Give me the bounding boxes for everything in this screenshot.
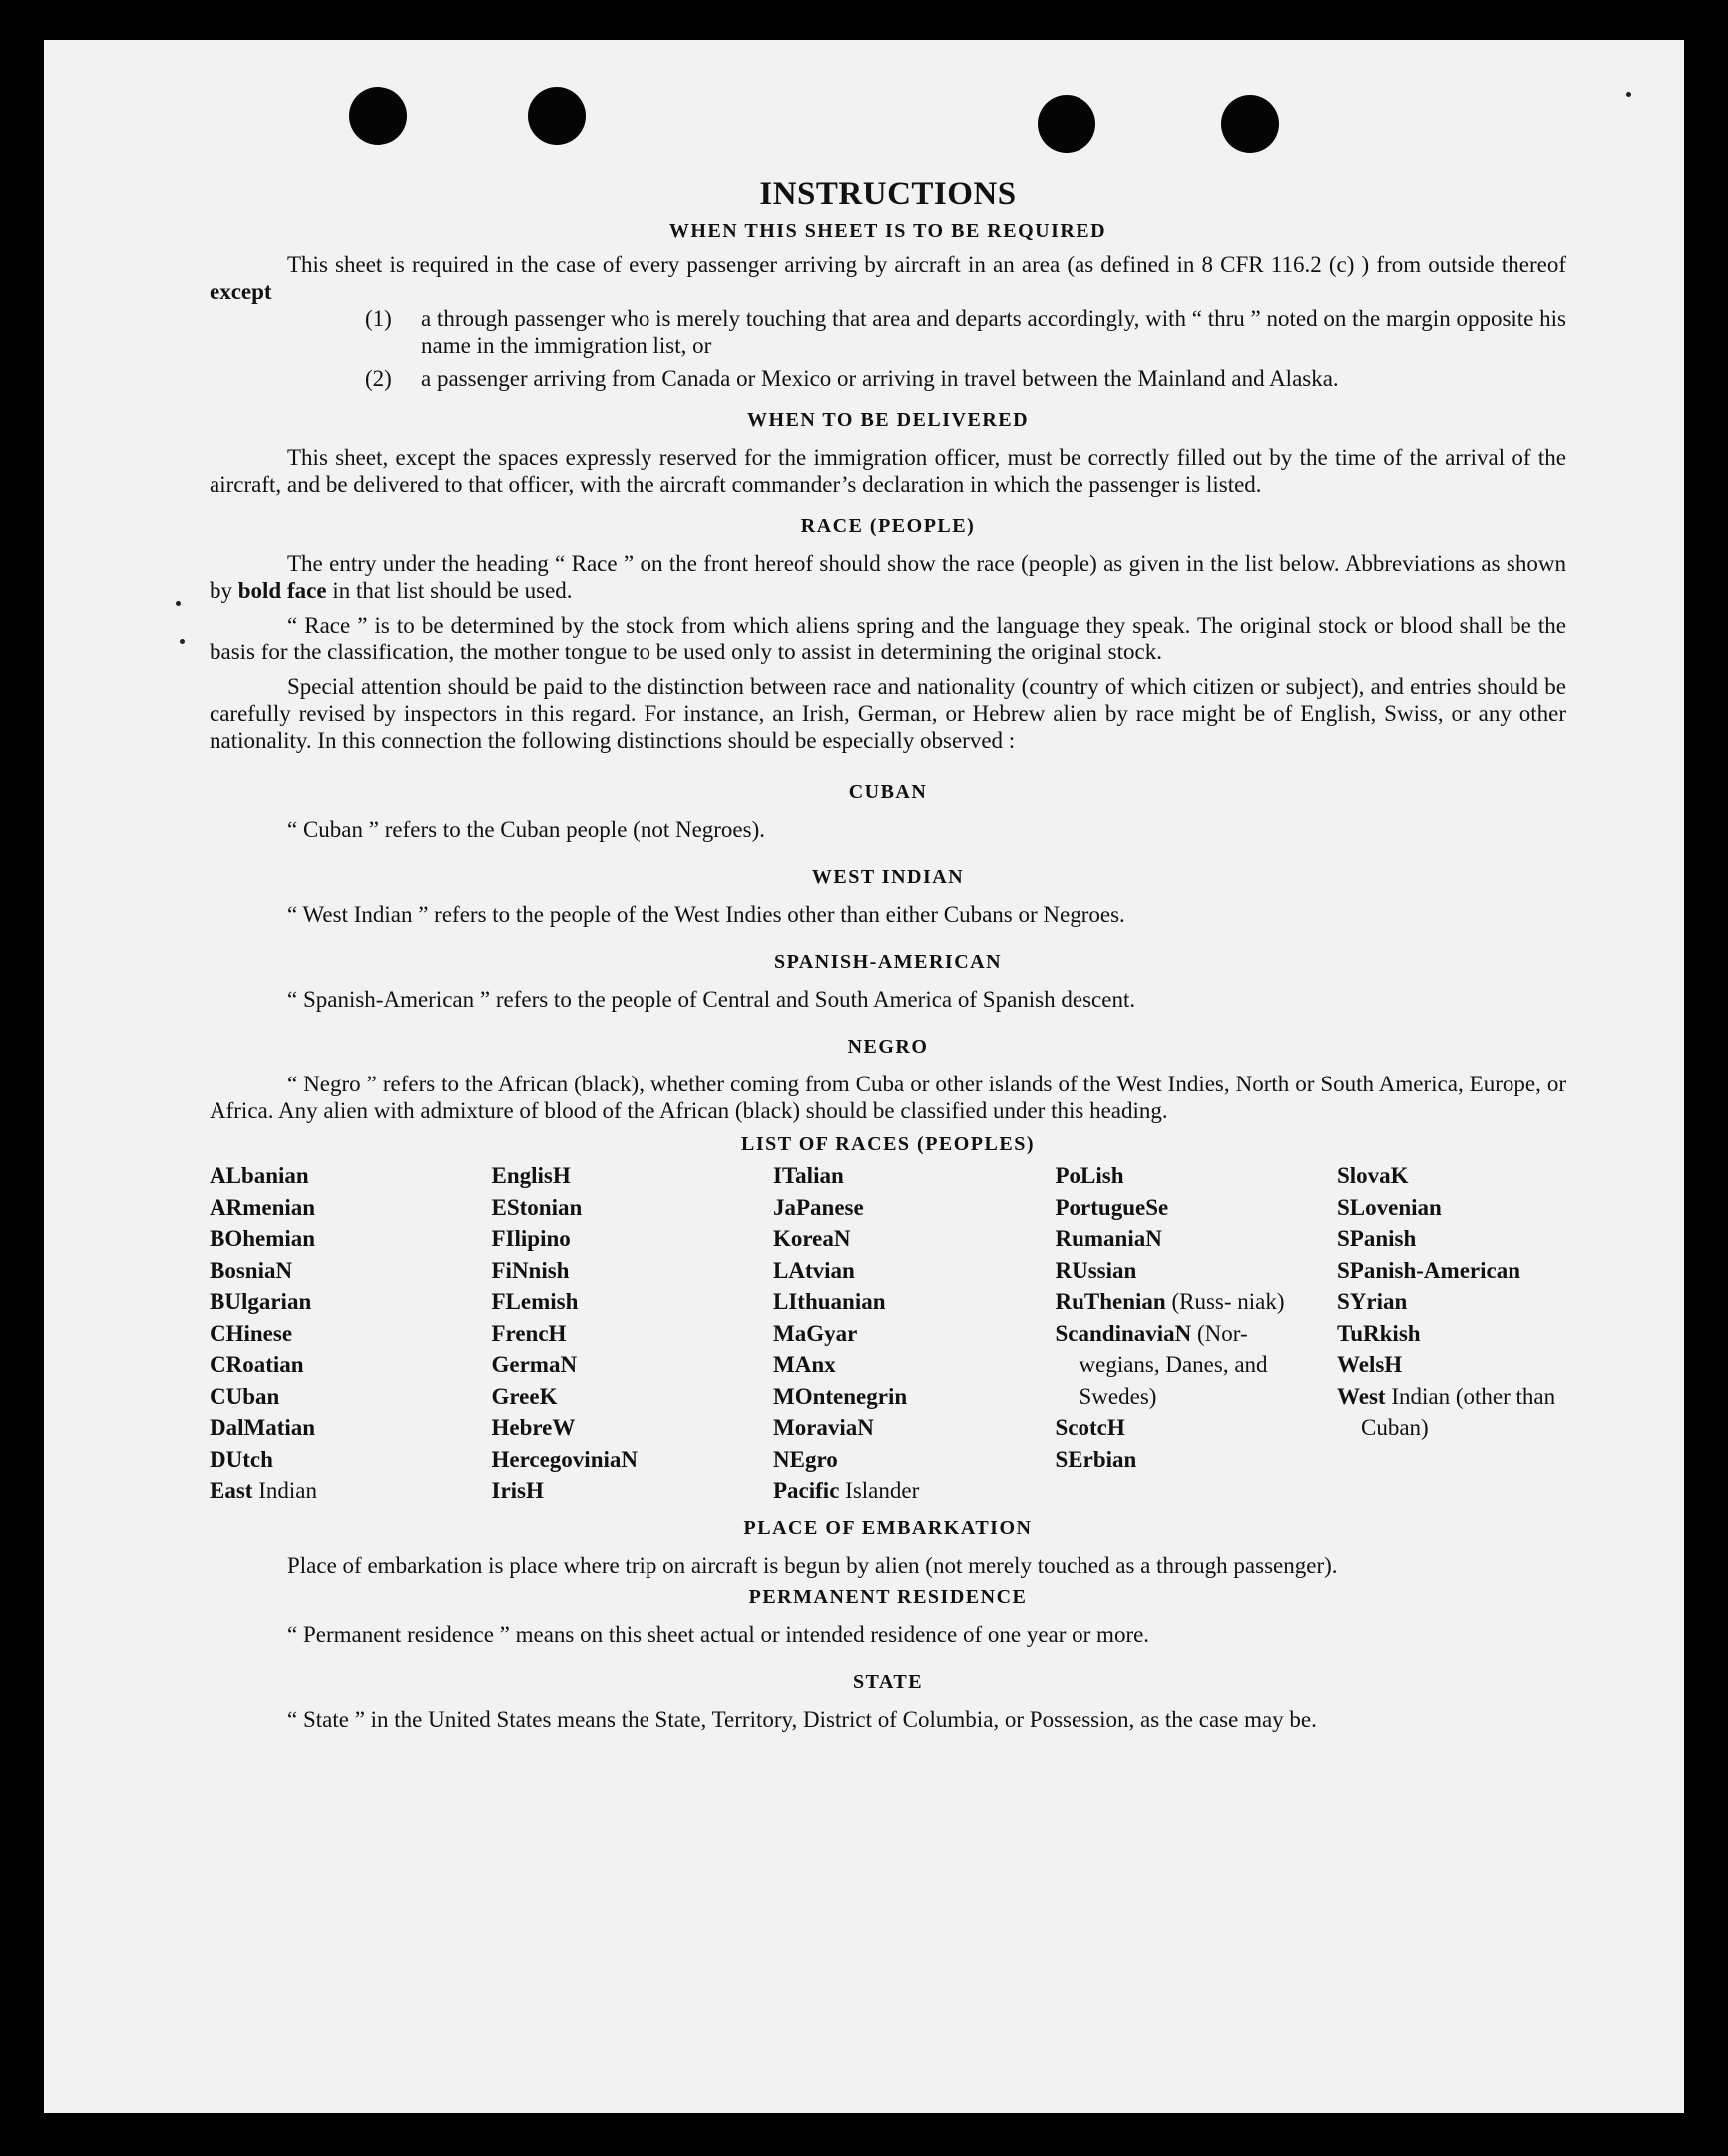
race-entry: EnglisH: [491, 1163, 571, 1188]
race-entry: ScandinaviaN (Nor- wegians, Danes, and Swedes): [1055, 1320, 1268, 1409]
race-entry: CUban: [210, 1383, 280, 1409]
race-entry: MAnx: [773, 1352, 836, 1377]
race-entry: FiNnish: [491, 1257, 570, 1283]
race-entry: RuThenian (Russ- niak): [1055, 1289, 1285, 1314]
race-entry: LIthuanian: [773, 1289, 886, 1314]
race-entry: BOhemian: [210, 1226, 316, 1251]
race-entry: SlovaK: [1337, 1163, 1409, 1188]
punch-hole: [349, 87, 407, 145]
race-entry: PortugueSe: [1055, 1194, 1169, 1220]
race-entry: BUlgarian: [210, 1289, 312, 1314]
race-entry: East Indian: [210, 1478, 317, 1503]
race-column-1: [210, 1160, 459, 1507]
exception-item-1: (1) a through passenger who is merely touching that area and departs accordingly, with “ thru ” noted on the margin opposite his name in the immigration list, or: [365, 306, 1566, 358]
race-paragraph-1: The entry under the heading “ Race ” on the front hereof should show the race (people) as given in the list below. Abbreviations as shown by bold face in that list should be used.: [210, 551, 1566, 603]
race-entry: RUssian: [1055, 1257, 1137, 1283]
spanish-american-text: “ Spanish-American ” refers to the people of Central and South America of Spanish descent.: [287, 987, 1136, 1012]
race-entry: HebreW: [491, 1415, 576, 1440]
race-entry: SYrian: [1337, 1289, 1408, 1314]
race-entry: LAtvian: [773, 1257, 855, 1283]
race-entry: MaGyar: [773, 1320, 858, 1346]
race-entry: CRoatian: [210, 1352, 304, 1377]
punch-hole: [1038, 95, 1095, 153]
page-title: INSTRUCTIONS: [759, 176, 1017, 212]
document-page: [44, 40, 1684, 2113]
race-entry: FIlipino: [491, 1226, 571, 1251]
race-column-4: [1056, 1160, 1305, 1507]
race-entry: SPanish-American: [1337, 1257, 1520, 1283]
race-entry: KoreaN: [773, 1226, 851, 1251]
race-entry: SErbian: [1055, 1446, 1137, 1472]
punch-hole: [528, 87, 586, 145]
negro-text: “ Negro ” refers to the African (black), whether coming from Cuba or other islands of the West Indies, North or South America, Europe, or Africa. Any alien with admixture of blood of the African (black) should be classified under this heading.: [210, 1072, 1566, 1123]
race-entry: PoLish: [1055, 1163, 1124, 1188]
race-entry: SPanish: [1337, 1226, 1417, 1251]
instructions-content: [210, 174, 1566, 1733]
race-entry: ALbanian: [210, 1163, 309, 1188]
heading-negro: NEGRO: [847, 1036, 929, 1058]
race-entry: ScotcH: [1055, 1415, 1125, 1440]
race-entry: FrencH: [491, 1320, 567, 1346]
race-column-2: [492, 1160, 741, 1507]
race-entry: DUtch: [210, 1446, 273, 1472]
cuban-text: “ Cuban ” refers to the Cuban people (not Negroes).: [287, 817, 766, 842]
race-entry: ARmenian: [210, 1194, 316, 1220]
race-entry: FLemish: [491, 1289, 579, 1314]
race-entry: CHinese: [210, 1320, 293, 1346]
race-entry: DalMatian: [210, 1415, 316, 1440]
when-delivered-text: This sheet, except the spaces expressly reserved for the immigration officer, must be correctly filled out by the time of the arrival of the aircraft, and be delivered to that officer, with the aircraft commander’s declaration in which the passenger is listed.: [210, 445, 1566, 497]
race-list: [210, 1160, 1566, 1507]
race-entry: SLovenian: [1337, 1194, 1442, 1220]
race-column-5: [1337, 1160, 1566, 1507]
paper-speck: [176, 601, 181, 606]
heading-spanish-american: SPANISH-AMERICAN: [773, 951, 1003, 973]
race-entry: GreeK: [491, 1383, 558, 1409]
race-entry: HercegoviniaN: [491, 1446, 638, 1472]
race-entry: West Indian (other than Cuban): [1337, 1383, 1556, 1440]
race-entry: RumaniaN: [1055, 1226, 1162, 1251]
except-bold: except: [210, 279, 272, 304]
race-entry: Pacific Islander: [773, 1478, 920, 1503]
west-indian-text: “ West Indian ” refers to the people of the West Indies other than either Cubans or Negroes.: [287, 902, 1125, 927]
race-entry: IrisH: [491, 1478, 544, 1503]
heading-embarkation: PLACE OF EMBARKATION: [743, 1516, 1033, 1539]
race-entry: ITalian: [773, 1163, 844, 1188]
paper-speck: [1626, 92, 1631, 97]
heading-cuban: CUBAN: [848, 781, 928, 803]
race-entry: EStonian: [491, 1194, 583, 1220]
when-required-intro: This sheet is required in the case of every passenger arriving by aircraft in an area (as defined in 8 CFR 116.2 (c) ) from outside thereof except: [210, 252, 1566, 304]
race-entry: BosniaN: [210, 1257, 293, 1283]
race-column-3: [773, 1160, 1023, 1507]
embarkation-text: Place of embarkation is place where trip on aircraft is begun by alien (not merely touched as a through passenger).: [287, 1552, 1338, 1578]
race-entry: GermaN: [491, 1352, 578, 1377]
heading-state: STATE: [852, 1670, 924, 1693]
race-entry: TuRkish: [1337, 1320, 1421, 1346]
race-paragraph-2: “ Race ” is to be determined by the stock from which aliens spring and the language they speak. The original stock or blood shall be the basis for the classification, the mother tongue to be used only to assist in determining the original stock.: [210, 613, 1566, 664]
permanent-residence-text: “ Permanent residence ” means on this sheet actual or intended residence of one year or more.: [287, 1621, 1150, 1647]
heading-list-of-races: LIST OF RACES (PEOPLES): [740, 1133, 1035, 1155]
heading-permanent-residence: PERMANENT RESIDENCE: [748, 1585, 1028, 1608]
race-entry: NEgro: [773, 1446, 838, 1472]
exception-item-2: (2) a passenger arriving from Canada or Mexico or arriving in travel between the Mainland and Alaska.: [365, 366, 1339, 391]
punch-hole: [1221, 95, 1279, 153]
heading-west-indian: WEST INDIAN: [811, 866, 965, 888]
heading-when-required: WHEN THIS SHEET IS TO BE REQUIRED: [668, 220, 1107, 242]
race-entry: MoraviaN: [773, 1415, 874, 1440]
race-paragraph-3: Special attention should be paid to the distinction between race and nationality (country of which citizen or subject), and entries should be carefully revised by inspectors in this regard. For instance, an Irish, German, or Hebrew alien by race might be of English, Swiss, or any other nationality. In this connection the following distinctions should be especially observed :: [210, 674, 1566, 753]
paper-speck: [180, 639, 185, 644]
heading-when-delivered: WHEN TO BE DELIVERED: [746, 409, 1030, 431]
race-entry: WelsH: [1337, 1352, 1403, 1377]
race-entry: JaPanese: [773, 1194, 864, 1220]
heading-race: RACE (PEOPLE): [800, 515, 976, 537]
race-entry: MOntenegrin: [773, 1383, 908, 1409]
state-text: “ State ” in the United States means the State, Territory, District of Columbia, or Possession, as the case may be.: [287, 1706, 1317, 1732]
